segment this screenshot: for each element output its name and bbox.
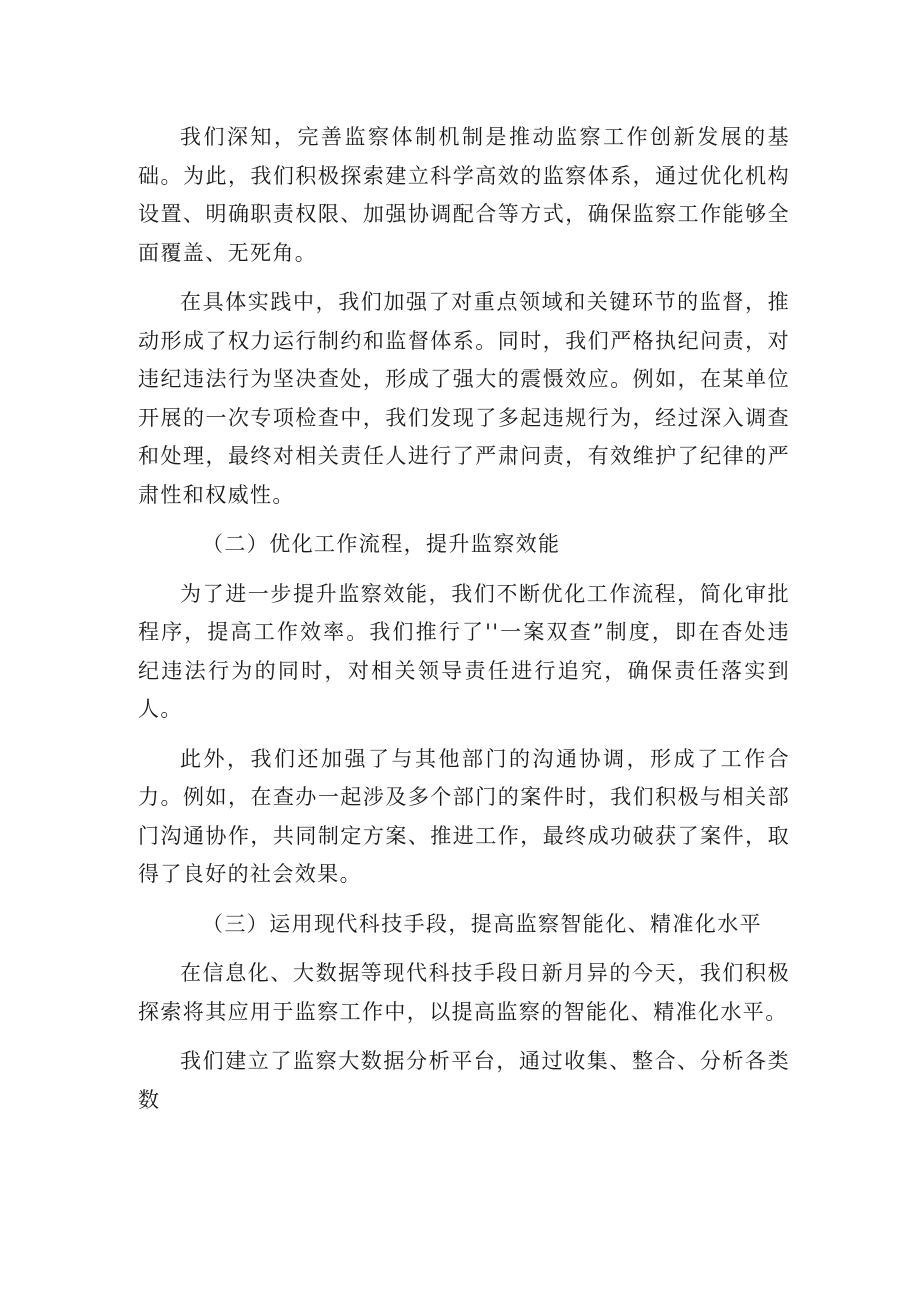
section-heading-3: （三）运用现代科技手段，提高监察智能化、精准化水平 bbox=[202, 911, 762, 936]
paragraph-5: 在信息化、大数据等现代科技手段日新月异的今天，我们积极探索将其应用于监察工作中，以提高监察的智能化、精准化水平。 bbox=[138, 961, 790, 1024]
paragraph-6: 我们建立了监察大数据分析平台，通过收集、整合、分析各类数 bbox=[138, 1049, 790, 1112]
document-page bbox=[138, 118, 790, 1119]
section-heading-2: （二）优化工作流程，提升监察效能 bbox=[202, 532, 561, 556]
paragraph-4: 此外，我们还加强了与其他部门的沟通协调，形成了工作合力。例如，在查办一起涉及多个部门的案件时，我们积极与相关部门沟通协作，共同制定方案、推进工作，最终成功破获了案件，取得了良好的社会效果。 bbox=[138, 746, 790, 886]
paragraph-1: 我们深知，完善监察体制机制是推动监察工作创新发展的基础。为此，我们积极探索建立科学高效的监察体系，通过优化机构设置、明确职责权限、加强协调配合等方式，确保监察工作能够全面覆盖、无死角。 bbox=[138, 125, 790, 265]
paragraph-2: 在具体实践中，我们加强了对重点领域和关键环节的监督，推动形成了权力运行制约和监督体系。同时，我们严格执纪问责，对违纪违法行为坚决查处，形成了强大的震慑效应。例如，在某单位开展的一次专项检查中，我们发现了多起违规行为，经过深入调查和处理，最终对相关责任人进行了严肃问责，有效维护了纪律的严肃性和权威性。 bbox=[138, 290, 790, 507]
paragraph-3: 为了进一步提升监察效能，我们不断优化工作流程，简化审批程序，提高工作效率。我们推行了''一案双查”制度，即在杳处违纪违法行为的同时，对相关领导责任进行追究，确保责任落实到人。 bbox=[138, 581, 790, 721]
